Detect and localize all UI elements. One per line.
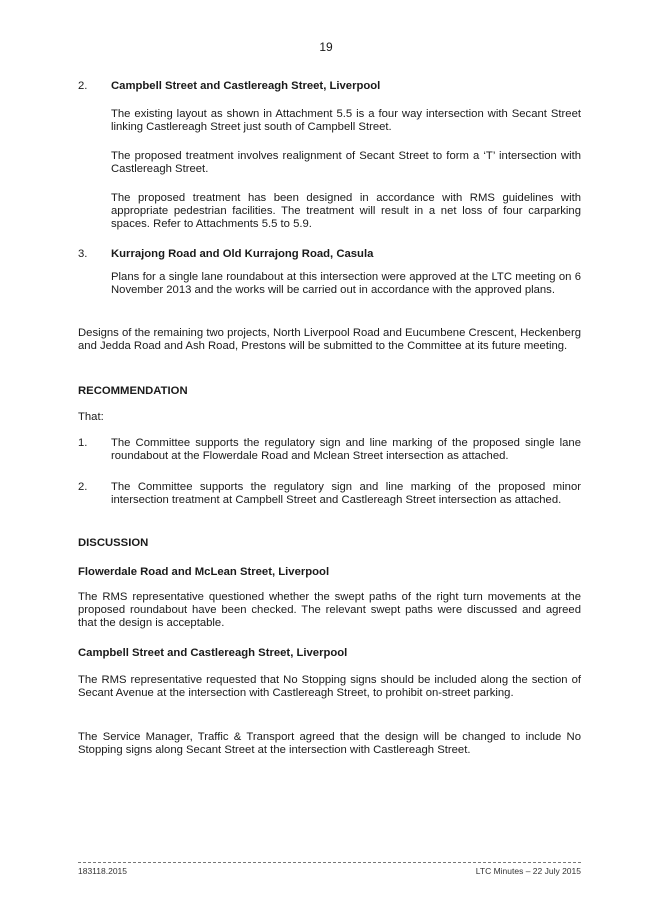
section-2-number: 2. — [78, 80, 88, 92]
section-2-paragraph-3: The proposed treatment has been designed in accordance with RMS guidelines with appropriate pedestrian facilities. The treatment will result in a net loss of four carparking spaces. Refer to Attachments 5.5 to 5.9. — [111, 192, 581, 231]
discussion-heading: DISCUSSION — [78, 537, 149, 549]
recommendation-item-1 — [78, 437, 581, 467]
discussion-subheading-flowerdale: Flowerdale Road and McLean Street, Liverpool — [78, 566, 330, 578]
section-3-heading: Kurrajong Road and Old Kurrajong Road, Casula — [111, 248, 374, 260]
recommendation-that: That: — [78, 411, 104, 423]
discussion-campbell-paragraph-1: The RMS representative requested that No Stopping signs should be included along the section of Secant Avenue at the intersection with Castlereagh Street, to prohibit on-street parking. — [78, 674, 581, 700]
section-2-paragraph-2: The proposed treatment involves realignment of Secant Street to form a ‘T’ intersection with Castlereagh Street. — [111, 150, 581, 176]
discussion-subheading-campbell: Campbell Street and Castlereagh Street, Liverpool — [78, 647, 348, 659]
section-3-number: 3. — [78, 248, 88, 260]
section-2-paragraph-1: The existing layout as shown in Attachment 5.5 is a four way intersection with Secant Street linking Castlereagh Street just south of Campbell Street. — [111, 108, 581, 134]
recommendation-item-1-number: 1. — [78, 437, 88, 449]
recommendation-item-1-text: The Committee supports the regulatory sign and line marking of the proposed single lane roundabout at the Flowerdale Road and Mclean Street intersection as attached. — [111, 437, 581, 463]
footer-divider — [78, 862, 581, 863]
recommendation-item-2 — [78, 481, 581, 523]
footer-title-date: LTC Minutes – 22 July 2015 — [475, 866, 581, 876]
page-number: 19 — [319, 40, 333, 54]
discussion-flowerdale-paragraph: The RMS representative questioned whether the swept paths of the right turn movements at the proposed roundabout have been checked. The relevant swept paths were discussed and agreed that the design is acceptable. — [78, 591, 581, 630]
recommendation-item-2-number: 2. — [78, 481, 88, 493]
section-2-heading: Campbell Street and Castlereagh Street, Liverpool — [111, 80, 381, 92]
recommendation-heading: RECOMMENDATION — [78, 385, 188, 397]
designs-paragraph: Designs of the remaining two projects, North Liverpool Road and Eucumbene Crescent, Heckenberg and Jedda Road and Ash Road, Prestons will be submitted to the Committee at its future meeting. — [78, 327, 581, 353]
recommendation-item-2-text: The Committee supports the regulatory sign and line marking of the proposed minor intersection treatment at Campbell Street and Castlereagh Street intersection as attached. — [111, 481, 581, 507]
discussion-campbell-paragraph-2: The Service Manager, Traffic & Transport agreed that the design will be changed to include No Stopping signs along Secant Street at the intersection with Castlereagh Street. — [78, 731, 581, 757]
section-3-paragraph: Plans for a single lane roundabout at this intersection were approved at the LTC meeting on 6 November 2013 and the works will be carried out in accordance with the approved plans. — [111, 271, 581, 297]
footer-document-id: 183118.2015 — [78, 866, 128, 876]
